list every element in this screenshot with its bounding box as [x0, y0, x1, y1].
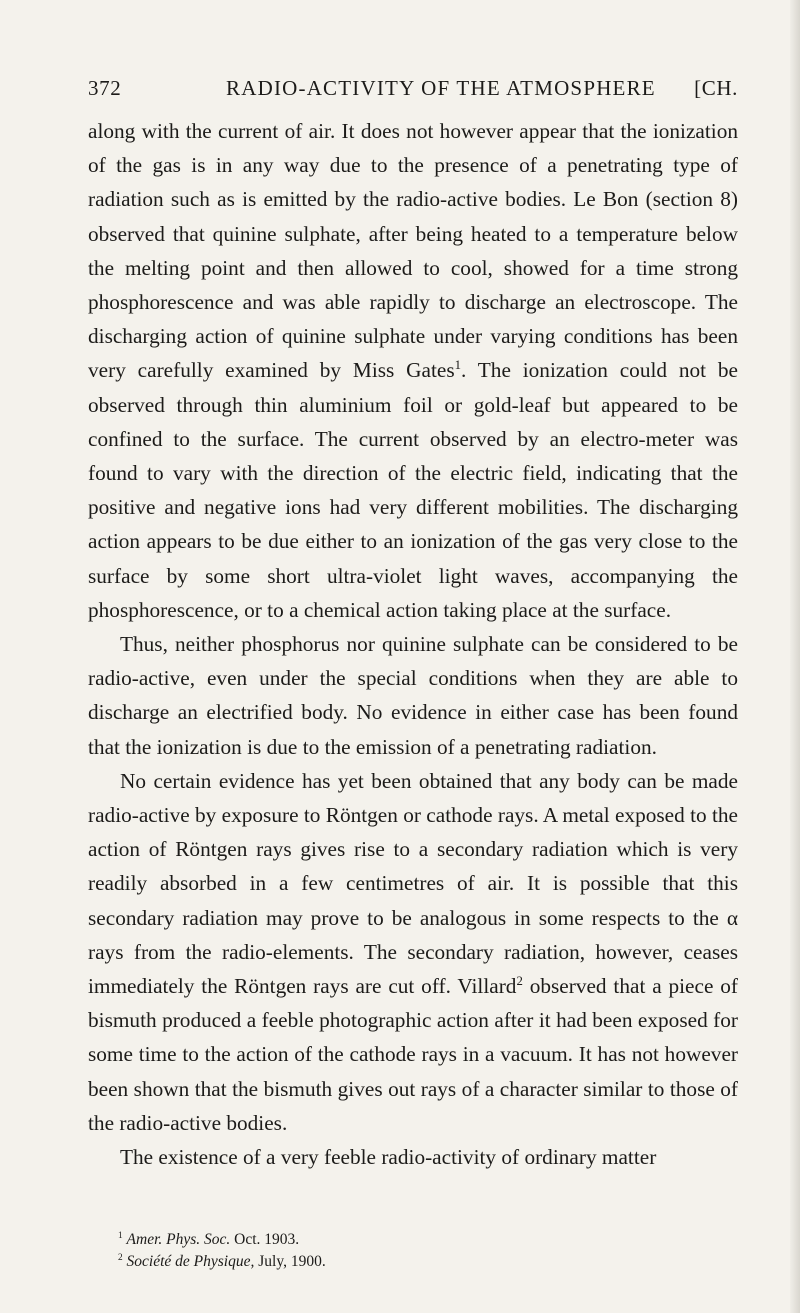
paragraph-2	[88, 627, 738, 764]
text-run: observed that a piece of bismuth produced a feeble photographic action after it had been exposed for some time to the action of the cathode rays in a vacuum. It has not however been shown that the bismuth gives out rays of a character similar to those of the radio-active bodies.	[88, 974, 738, 1135]
footnote-2	[88, 1251, 738, 1273]
footnote-mark: 1	[118, 1230, 123, 1241]
text-run: along with the current of air. It does not however appear that the ionization of the gas is in any way due to the presence of a penetrating type of radiation such as is emitted by the radio-active bodies. Le Bon (section 8) observed that quinine sulphate, after being heated to a temperature below the melting point and then allowed to cool, showed for a time strong phosphorescence and was able rapidly to discharge an electroscope. The discharging action of quinine sulphate under varying conditions has been very carefully examined by Miss Gates	[88, 119, 738, 383]
footnote-source: Société de Physique,	[126, 1253, 255, 1270]
body-text	[88, 114, 738, 1174]
footnote-ref-1: 1	[454, 358, 462, 373]
page-edge-shadow	[790, 0, 800, 1313]
footnote-rest: Oct. 1903.	[230, 1231, 300, 1248]
page-number: 372	[88, 76, 122, 100]
paragraph-4	[88, 1140, 738, 1174]
text-run: The existence of a very feeble radio-activity of ordinary matter	[120, 1145, 657, 1170]
text-run: Thus, neither phosphorus nor quinine sulphate can be considered to be radio-active, even under the special conditions when they are able to discharge an electrified body. No evidence in either case has been found that the ionization is due to the emission of a penetrating radiation.	[88, 632, 738, 759]
footnote-1	[88, 1229, 738, 1251]
footnote-source: Amer. Phys. Soc.	[126, 1231, 231, 1248]
chapter-mark: [CH.	[694, 76, 738, 100]
paragraph-3	[88, 764, 738, 1140]
footnote-rest: July, 1900.	[254, 1253, 326, 1270]
footnotes	[88, 1229, 738, 1273]
text-run: No certain evidence has yet been obtained that any body can be made radio-active by exposure to Röntgen or cathode rays. A metal exposed to the action of Röntgen rays gives rise to a secondary radiation which is very readily absorbed in a few centimetres of air. It is possible that this secondary radiation may prove to be analogous in some respects to the α rays from the radio-elements. The secondary radiation, however, ceases immediately the Röntgen rays are cut off. Villard	[88, 768, 738, 999]
running-title: RADIO-ACTIVITY OF THE ATMOSPHERE	[226, 76, 656, 100]
text-run: . The ionization could not be observed through thin aluminium foil or gold-leaf but appeared to be confined to the surface. The current observed by an electro-meter was found to vary with the direction of the electric field, indicating that the positive and negative ions had very different mobilities. The discharging action appears to be due either to an ionization of the gas very close to the surface by some short ultra-violet light waves, accompanying the phosphorescence, or to a chemical action taking place at the surface.	[88, 358, 738, 622]
running-header	[88, 76, 738, 106]
footnote-mark: 2	[118, 1252, 123, 1263]
footnote-ref-2: 2	[516, 973, 523, 988]
paragraph-1	[88, 114, 738, 627]
